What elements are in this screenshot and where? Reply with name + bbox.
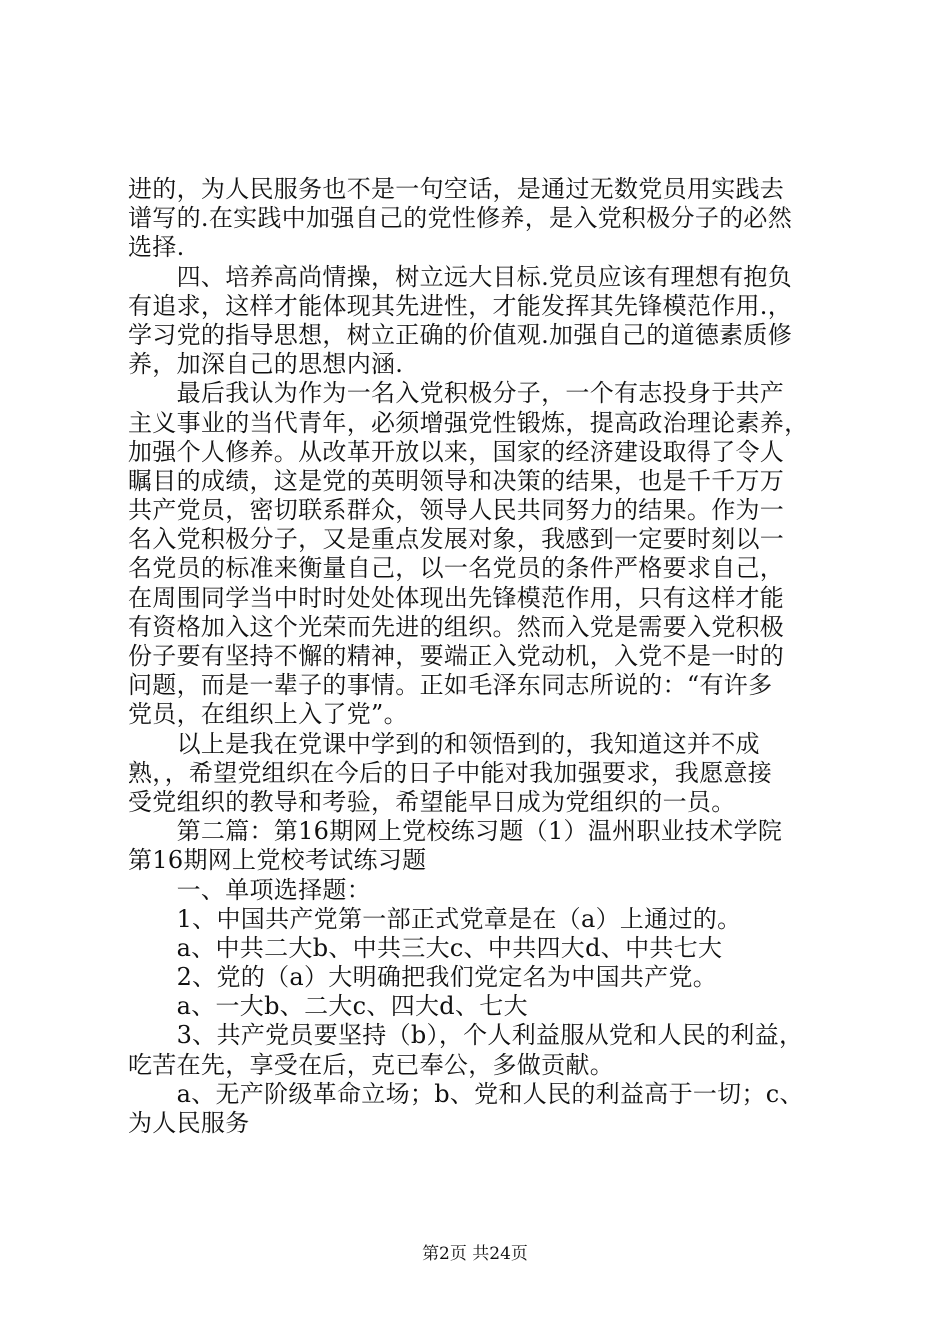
text-line: 份子要有坚持不懈的精神，要端正入党动机，入党不是一时的 (128, 642, 785, 670)
text-line: 加强个人修养。从改革开放以来，国家的经济建设取得了令人 (128, 437, 785, 466)
body-text (128, 175, 838, 1138)
text-line: 养，加深自己的思想内涵. (128, 350, 404, 379)
question-item: 3、共产党员要坚持（b），个人利益服从党和人民的利益， (128, 1021, 804, 1050)
question-item: 吃苦在先，享受在后，克已奉公，多做贡献。 (128, 1050, 614, 1079)
answer-options: a、无产阶级革命立场；b、党和人民的利益高于一切；c、 (128, 1079, 804, 1108)
question-group-heading: 一、单项选择题： (128, 875, 371, 904)
question-item: 1、中国共产党第一部正式党章是在（a）上通过的。 (128, 904, 742, 933)
text-line: 共产党员，密切联系群众，领导人民共同努力的结果。作为一 (128, 496, 785, 525)
text-line: 主义事业的当代青年，必须增强党性锻炼，提高政治理论素养， (128, 408, 809, 437)
text-line: 进的，为人民服务也不是一句空话，是通过无数党员用实践去 (128, 175, 785, 203)
text-line: 党员，在组织上入了党”。 (128, 700, 408, 729)
text-line: 四、培养高尚情操，树立远大目标.党员应该有理想有抱负 (128, 262, 793, 291)
text-line: 名党员的标准来衡量自己，以一名党员的条件严格要求自己， (128, 554, 785, 583)
text-line: 谱写的.在实践中加强自己的党性修养，是入党积极分子的必然 (128, 204, 793, 233)
section-heading: 第二篇：第16期网上党校练习题（1）温州职业技术学院 (128, 817, 783, 846)
answer-options: a、一大b、二大c、四大d、七大 (128, 992, 528, 1021)
question-item: 2、党的（a）大明确把我们党定名为中国共产党。 (128, 963, 718, 992)
text-line: 选择. (128, 233, 185, 262)
text-line: 学习党的指导思想，树立正确的价值观.加强自己的道德素质修 (128, 320, 793, 349)
section-heading: 第16期网上党校考试练习题 (128, 846, 427, 875)
answer-options: 为人民服务 (128, 1109, 250, 1137)
text-line: 名入党积极分子，又是重点发展对象，我感到一定要时刻以一 (128, 525, 785, 554)
page-number-footer: 第2页 共24页 (422, 1244, 528, 1264)
text-line: 有资格加入这个光荣而先进的组织。然而入党是需要入党积极 (128, 612, 785, 641)
text-line: 受党组织的教导和考验，希望能早日成为党组织的一员。 (128, 787, 736, 816)
text-line: 熟，，希望党组织在今后的日子中能对我加强要求，我愿意接 (128, 758, 773, 787)
text-line: 瞩目的成绩，这是党的英明领导和决策的结果，也是千千万万 (128, 466, 785, 495)
text-line: 有追求，这样才能体现其先进性，才能发挥其先锋模范作用.， (128, 291, 793, 320)
answer-options: a、中共二大b、中共三大c、中共四大d、中共七大 (128, 933, 723, 962)
text-line: 问题，而是一辈子的事情。正如毛泽东同志所说的：“有许多 (128, 671, 773, 700)
text-line: 以上是我在党课中学到的和领悟到的，我知道这并不成 (128, 729, 760, 758)
text-line: 在周围同学当中时时处处体现出先锋模范作用，只有这样才能 (128, 583, 785, 612)
text-line: 最后我认为作为一名入党积极分子，一个有志投身于共产 (128, 379, 785, 408)
